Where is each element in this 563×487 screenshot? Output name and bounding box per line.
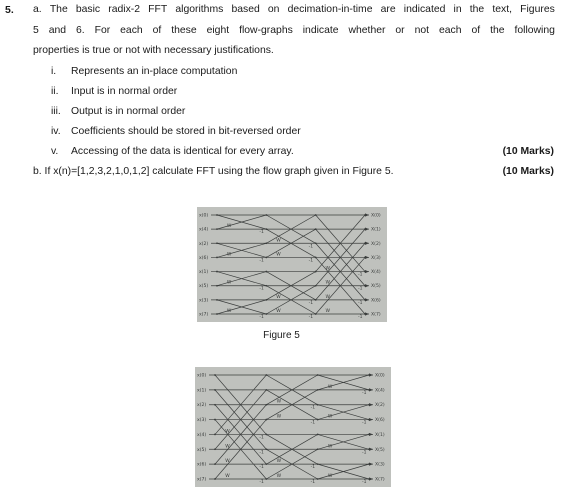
- output-label: X(6): [375, 418, 385, 424]
- input-label: x(3): [197, 418, 207, 424]
- twiddle-label: W: [327, 474, 333, 479]
- output-arrow: [369, 373, 373, 376]
- output-label: X(4): [371, 270, 381, 276]
- list-item: [51, 106, 185, 117]
- node: [317, 419, 319, 421]
- node: [315, 285, 317, 287]
- word: 6.: [76, 25, 85, 36]
- twiddle-label: W: [226, 309, 232, 314]
- twiddle-label: W: [327, 414, 333, 420]
- word: eight: [206, 25, 230, 36]
- node: [317, 389, 319, 391]
- figure-5-caption: Figure 5: [263, 330, 300, 341]
- output-label: X(3): [371, 255, 381, 261]
- output-label: X(1): [371, 227, 381, 233]
- node: [265, 285, 267, 287]
- negation-label: -1: [259, 435, 264, 441]
- node: [315, 257, 317, 259]
- node: [216, 299, 218, 301]
- word: or: [395, 25, 405, 36]
- node: [214, 419, 216, 421]
- word: whether: [348, 25, 386, 36]
- node: [317, 404, 319, 406]
- list-item: [51, 66, 237, 77]
- flow-lines: [211, 215, 369, 314]
- negation-label: -1: [308, 315, 314, 320]
- twiddle-label: W: [276, 309, 281, 314]
- negation-label: -1: [259, 450, 264, 456]
- twiddle-label: W: [327, 384, 333, 390]
- negation-label: -1: [310, 480, 316, 485]
- negation-label: -1: [259, 258, 264, 264]
- twiddle-label: W: [225, 474, 230, 479]
- negation-label: -1: [259, 465, 264, 471]
- part-a-line-1: [33, 4, 555, 15]
- input-label: x(5): [197, 447, 207, 453]
- twiddle-label: W: [325, 309, 330, 314]
- word: flow-graphs: [239, 25, 293, 36]
- node: [315, 271, 317, 273]
- negation-label: -1: [308, 300, 314, 306]
- output-label: X(7): [375, 477, 385, 483]
- input-label: x(6): [197, 462, 207, 468]
- input-label: x(4): [197, 432, 207, 438]
- twiddle-label: W: [226, 224, 232, 230]
- word: of: [152, 25, 162, 36]
- node: [265, 242, 267, 244]
- twiddle-label: W: [325, 280, 330, 286]
- input-label: x(0): [197, 373, 207, 379]
- input-label: x(7): [197, 477, 207, 483]
- item-text: Output is in normal order: [71, 106, 186, 117]
- twiddle-label: W: [276, 459, 282, 465]
- word: based: [231, 4, 260, 15]
- list-item: [51, 146, 294, 157]
- node: [216, 214, 218, 216]
- node: [317, 478, 319, 480]
- word: and: [48, 25, 67, 36]
- input-label: x(1): [199, 270, 209, 276]
- node: [315, 313, 317, 315]
- word: on: [267, 4, 280, 15]
- word: each: [438, 25, 462, 36]
- node: [214, 389, 216, 391]
- twiddle-label: W: [276, 414, 282, 420]
- word: FFT: [148, 4, 168, 15]
- negation-label: -1: [259, 480, 264, 485]
- part-a-marks: (10 Marks): [502, 146, 554, 157]
- output-label: X(4): [375, 388, 385, 394]
- question-number: 5.: [5, 4, 14, 16]
- word: radix-2: [108, 4, 141, 15]
- word: these: [171, 25, 197, 36]
- word: The: [49, 4, 68, 15]
- output-label: X(6): [371, 298, 381, 304]
- word: a.: [33, 4, 42, 15]
- item-text: Coefficients should be stored in bit-reversed order: [71, 126, 301, 137]
- negation-label: -1: [358, 286, 363, 292]
- word: are: [380, 4, 396, 15]
- negation-label: -1: [358, 300, 363, 306]
- twiddle-label: W: [226, 280, 232, 286]
- twiddle-label: W: [276, 294, 281, 300]
- node: [216, 257, 218, 259]
- input-label: x(7): [199, 312, 209, 318]
- negation-label: -1: [259, 230, 264, 236]
- negation-label: -1: [358, 272, 363, 278]
- word: not: [414, 25, 430, 36]
- node: [265, 404, 267, 406]
- node: [214, 478, 216, 480]
- output-arrow: [365, 228, 369, 231]
- item-text: Represents an in-place computation: [71, 66, 238, 77]
- node: [317, 448, 319, 450]
- word: in: [453, 4, 462, 15]
- twiddle-label: W: [226, 252, 232, 258]
- output-label: X(2): [375, 403, 385, 409]
- output-arrow: [365, 242, 369, 245]
- list-item: [51, 86, 177, 97]
- node: [265, 313, 267, 315]
- node: [265, 299, 267, 301]
- word: 5: [33, 25, 39, 36]
- negation-label: -1: [362, 420, 367, 426]
- node: [315, 299, 317, 301]
- output-arrow: [369, 418, 373, 421]
- node: [216, 313, 218, 315]
- node: [216, 242, 218, 244]
- input-label: x(0): [199, 213, 209, 219]
- node: [317, 434, 319, 436]
- input-label: x(2): [199, 241, 209, 247]
- node: [216, 271, 218, 273]
- negation-label: -1: [362, 390, 367, 396]
- figure-5-flow-graph: [197, 207, 387, 322]
- input-label: x(6): [199, 255, 209, 261]
- negation-label: -1: [310, 465, 316, 471]
- word: the: [469, 4, 485, 15]
- node: [214, 448, 216, 450]
- output-arrow: [369, 463, 373, 466]
- negation-label: -1: [310, 405, 316, 411]
- word: basic: [75, 4, 101, 15]
- node: [265, 419, 267, 421]
- item-text: Accessing of the data is identical for every array.: [71, 146, 294, 157]
- node: [317, 374, 319, 376]
- node: [265, 228, 267, 230]
- part-b-text: b. If x(n)=[1,2,3,2,1,0,1,2] calculate FFT using the flow graph given in Figure 5.: [33, 166, 394, 177]
- node: [265, 214, 267, 216]
- word: the: [490, 25, 505, 36]
- node: [265, 257, 267, 259]
- node: [265, 434, 267, 436]
- node: [265, 463, 267, 465]
- part-b-marks: (10 Marks): [502, 166, 554, 177]
- output-arrow: [365, 213, 369, 216]
- part-a-line-2: [33, 25, 555, 36]
- input-label: x(1): [197, 388, 207, 394]
- twiddle-label: W: [325, 266, 330, 272]
- output-arrow: [365, 284, 369, 287]
- node: [315, 242, 317, 244]
- output-arrow: [369, 388, 373, 391]
- part-a-line-3: properties is true or not with necessary justifications.: [33, 45, 274, 56]
- list-item: [51, 126, 301, 137]
- item-numeral: i.: [51, 66, 57, 77]
- output-arrow: [365, 270, 369, 273]
- twiddle-label: W: [327, 444, 333, 450]
- twiddle-label: W: [276, 399, 282, 405]
- output-label: X(2): [371, 241, 381, 247]
- negation-label: -1: [358, 315, 363, 320]
- output-arrow: [365, 256, 369, 259]
- negation-label: -1: [310, 420, 316, 426]
- input-label: x(5): [199, 284, 209, 290]
- twiddle-label: W: [225, 459, 230, 465]
- node: [315, 214, 317, 216]
- item-numeral: ii.: [51, 86, 59, 97]
- word: For: [94, 25, 111, 36]
- output-label: X(0): [371, 213, 381, 219]
- item-numeral: v.: [51, 146, 59, 157]
- input-label: x(4): [199, 227, 209, 233]
- output-arrow: [365, 298, 369, 301]
- output-arrow: [369, 477, 373, 480]
- twiddle-label: W: [325, 294, 330, 300]
- output-label: X(1): [375, 432, 385, 438]
- input-label: x(3): [199, 298, 209, 304]
- word: decimation-in-time: [287, 4, 373, 15]
- word: of: [471, 25, 481, 36]
- output-label: X(7): [371, 312, 381, 318]
- output-label: X(5): [375, 447, 385, 453]
- node: [265, 271, 267, 273]
- word: Figures: [520, 4, 555, 15]
- node: [214, 434, 216, 436]
- twiddle-label: W: [276, 474, 282, 479]
- node: [265, 374, 267, 376]
- node: [265, 448, 267, 450]
- output-arrow: [369, 448, 373, 451]
- negation-label: -1: [308, 258, 314, 264]
- node: [315, 228, 317, 230]
- word: each: [120, 25, 143, 36]
- node: [214, 463, 216, 465]
- negation-label: -1: [362, 450, 367, 456]
- twiddle-label: W: [225, 429, 230, 435]
- output-arrow: [369, 403, 373, 406]
- word: algorithms: [175, 4, 224, 15]
- output-label: X(3): [375, 462, 385, 468]
- node: [214, 404, 216, 406]
- node: [216, 285, 218, 287]
- item-numeral: iii.: [51, 106, 61, 117]
- twiddle-label: W: [225, 444, 230, 450]
- node: [265, 478, 267, 480]
- input-label: x(2): [197, 403, 207, 409]
- word: following: [514, 25, 555, 36]
- twiddle-label: W: [276, 252, 281, 258]
- item-text: Input is in normal order: [71, 86, 178, 97]
- negation-label: -1: [362, 480, 367, 485]
- output-label: X(5): [371, 284, 381, 290]
- item-numeral: iv.: [51, 126, 61, 137]
- word: text,: [492, 4, 512, 15]
- word: indicate: [302, 25, 339, 36]
- negation-label: -1: [308, 244, 314, 250]
- output-arrow: [369, 433, 373, 436]
- output-label: X(0): [375, 373, 385, 379]
- node: [216, 228, 218, 230]
- twiddle-label: W: [276, 238, 281, 244]
- node: [214, 374, 216, 376]
- node: [265, 389, 267, 391]
- negation-label: -1: [259, 315, 264, 320]
- negation-label: -1: [259, 286, 264, 292]
- flow-lines: [209, 375, 373, 479]
- word: indicated: [403, 4, 446, 15]
- node: [317, 463, 319, 465]
- output-arrow: [365, 312, 369, 315]
- figure-6-flow-graph: [195, 367, 391, 487]
